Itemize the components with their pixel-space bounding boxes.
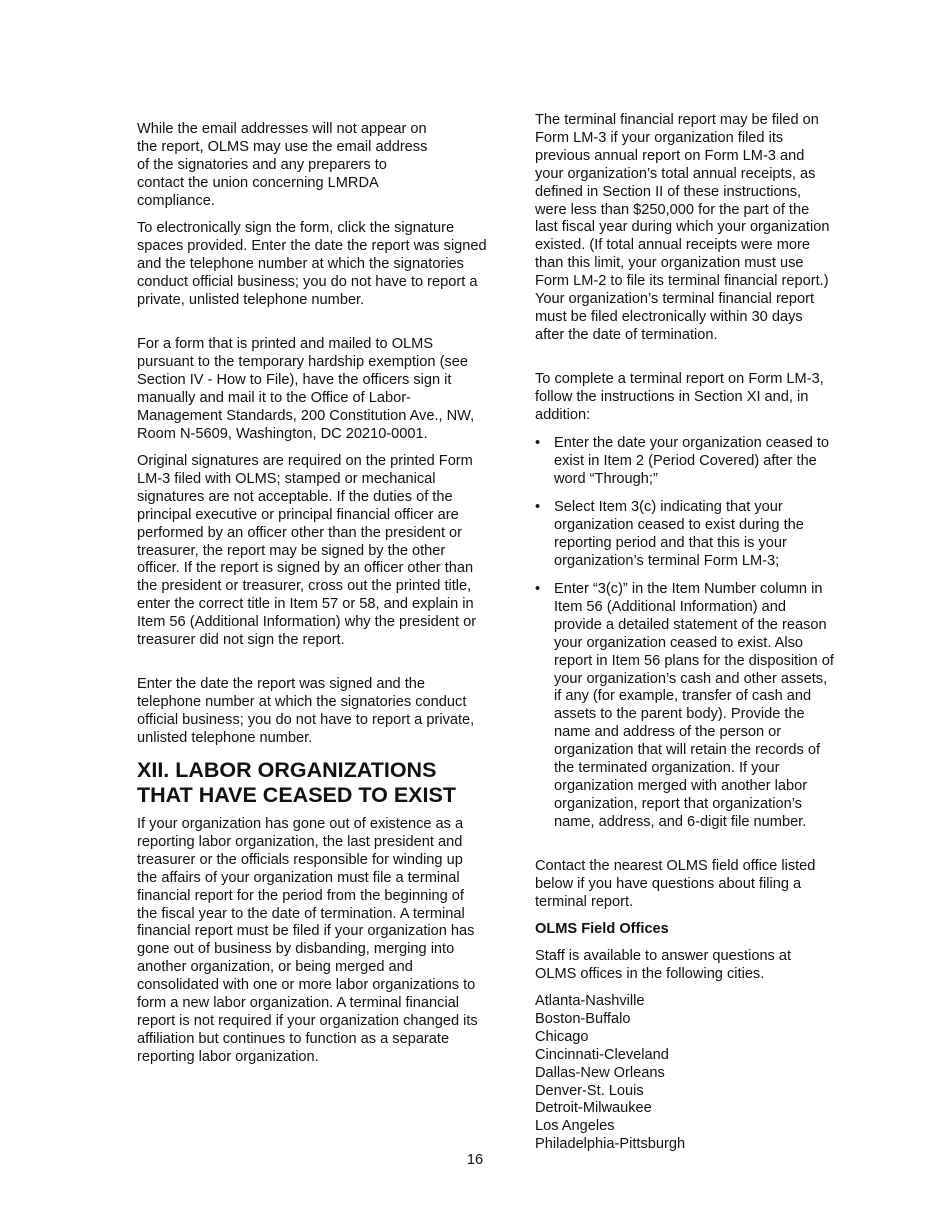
bullet-text: Select Item 3(c) indicating that your organization ceased to exist during the reporting period and that this is your organization’s terminal Form LM-3; (554, 499, 804, 569)
list-item (535, 435, 835, 489)
bullet-text: Enter “3(c)” in the Item Number column in Item 56 (Additional Information) and provide a detailed statement of the reason your organization ceased to exist. Also report in Item 56 plans for the disposition of your organization’s cash and other assets, if any (for example, transfer of cash and assets to the parent body). Provide the name and address of the person or organization that will retain the records of the terminated organization. If your organization merged with another labor organization, report that organization’s name, address, and 6-digit file number. (554, 581, 834, 830)
list-item: Los Angeles (535, 1118, 615, 1135)
section-heading: XII. LABOR ORGANIZATIONS THAT HAVE CEASED TO EXIST (137, 758, 456, 807)
city-list (535, 993, 835, 1154)
list-item: Boston-Buffalo (535, 1010, 631, 1027)
bullet-icon: • (535, 435, 541, 451)
list-item: Atlanta-Nashville (535, 993, 645, 1009)
bullet-text: Enter the date your organization ceased to exist in Item 2 (Period Covered) after the word “Through;” (554, 435, 830, 487)
list-item: Philadelphia-Pittsburgh (535, 1136, 686, 1153)
list-item: Cincinnati-Cleveland (535, 1046, 669, 1063)
page-number: 16 (466, 1152, 484, 1168)
printed-form-paragraph: For a form that is printed and mailed to OLMS pursuant to the temporary hardship exemption (see Section IV - How to File), have the officers sign it manually and mail it to the Office of Labor-Management Standards, 200 Constitution Ave., NW, Room N-5609, Washington, DC 20210-0001. (137, 336, 475, 442)
complete-terminal-paragraph: To complete a terminal report on Form LM-3, follow the instructions in Section XI and, in addition: (535, 371, 824, 423)
bullet-icon: • (535, 499, 541, 515)
terminal-report-paragraph: The terminal financial report may be filed on Form LM-3 if your organization filed its previous annual report on Form LM-3 and your organization’s total annual receipts, as defined in Section II of these instructions, were less than $250,000 for the part of the last fiscal year during which your organization existed. (If total annual receipts were more than this limit, your organization must use Form LM-2 to file its terminal financial report.) Your organization’s terminal financial report must be filed electronically within 30 days after the date of termination. (535, 112, 830, 343)
ceased-organization-paragraph: If your organization has gone out of existence as a reporting labor organization, the last president and treasurer or the officials responsible for winding up the affairs of your organization must file a terminal financial report for the period from the beginning of the fiscal year to the date of termination. A terminal financial report must be filed if your organization has gone out of business by disbanding, merging into another organization, or being merged and consolidated with one or more labor organizations to form a new labor organization. A terminal financial report is not required if your organization changed its affiliation but continues to function as a separate reporting labor organization. (137, 816, 478, 1065)
electronic-sign-paragraph: To electronically sign the form, click the signature spaces provided. Enter the date the report was signed and the telephone number at which the signatories conduct official business; you do not have to report a private, unlisted telephone number. (137, 220, 487, 308)
bullet-icon: • (535, 581, 541, 597)
list-item: Detroit-Milwaukee (535, 1100, 652, 1117)
list-item: Denver-St. Louis (535, 1082, 644, 1099)
staff-paragraph: Staff is available to answer questions at OLMS offices in the following cities. (535, 948, 792, 982)
date-telephone-paragraph: Enter the date the report was signed and the telephone number at which the signatories conduct official business; you do not have to report a private, unlisted telephone number. (137, 676, 475, 746)
list-item: Chicago (535, 1028, 589, 1045)
list-item (535, 581, 835, 832)
original-signatures-paragraph: Original signatures are required on the printed Form LM-3 filed with OLMS; stamped or mechanical signatures are not acceptable. If the duties of the principal executive or principal financial officer are performed by an officer other than the president or treasurer, the report may be signed by the other officer. If the report is signed by an officer other than the president or treasurer, cross out the printed title, enter the correct title in Item 57 or 58, and explain in Item 56 (Additional Information) why the president or treasurer did not sign the report. (137, 453, 477, 649)
email-paragraph: While the email addresses will not appear on the report, OLMS may use the email address of the signatories and any preparers to contact the union concerning LMRDA compliance. (137, 121, 428, 209)
list-item (535, 499, 835, 571)
contact-paragraph: Contact the nearest OLMS field office listed below if you have questions about filing a terminal report. (535, 858, 816, 910)
field-offices-heading: OLMS Field Offices (535, 921, 669, 937)
list-item: Dallas-New Orleans (535, 1064, 665, 1081)
